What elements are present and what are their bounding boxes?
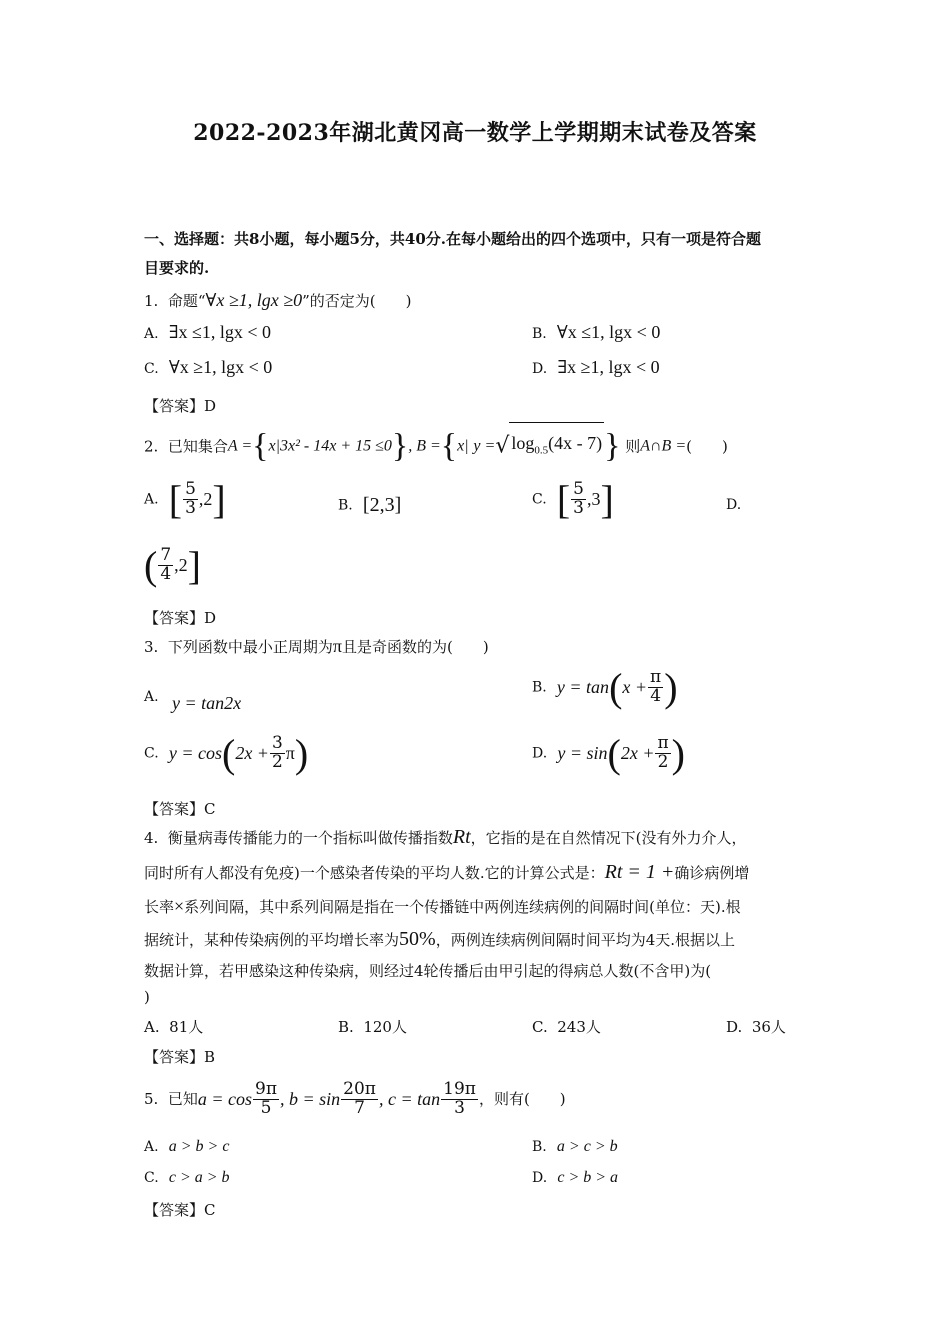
question-2-option-d-label: D. [726,497,742,513]
question-2-option-c: C. [ $\frac{5}{3}$ ,3] [532,477,614,522]
question-4-answer: 【答案】B [144,1048,216,1066]
question-3-stem: 3. 下列函数中最小正周期为π且是奇函数的为( ) [144,636,489,656]
question-5-option-c: C. c > a > b [144,1169,230,1186]
question-3-option-d: D. y = sin(2x + $\frac{\pi}{2}$ ) [532,731,685,776]
question-5-stem: 5. 已知a = cos $\frac{9\pi}{5}$ , b = sin $\frac{20\pi}{7}$ , c = tan $\frac{19\pi}{3}$ ，则有( ) [144,1078,566,1118]
question-4-option-b: B. 120人 [338,1018,407,1036]
sqrt-expression: $\log_{0.5}(4x - 7)$ [509,422,604,471]
question-4-line-2: 同时所有人都没有免疫)一个感染者传染的平均人数.它的计算公式是：Rt = 1 +确诊病例增 [144,861,750,883]
question-3-option-a-label: A. [144,689,159,705]
question-4-line-5: 数据计算，若甲感染这种传染病，则经过4轮传播后由甲引起的得病总人数(不含甲)为( [144,962,712,980]
question-3-answer: 【答案】C [144,800,216,818]
question-3-option-c: C. y = cos(2x + $\frac{3}{2}$ π) [144,731,309,776]
question-2-option-d: ( $\frac{7}{4}$ ,2] [144,543,201,588]
section-header-line1: 一、选择题：共8小题，每小题5分，共40分.在每小题给出的四个选项中，只有一项是符合题 [144,230,761,248]
question-4-option-c: C. 243人 [532,1018,601,1036]
question-2-option-a: A. [ $\frac{5}{3}$ ,2] [144,477,226,522]
question-5-option-a: A. a > b > c [144,1138,230,1155]
question-4-option-d: D. 36人 [726,1018,786,1036]
question-4-option-a: A. 81人 [144,1018,204,1036]
question-1-answer: 【答案】D [144,397,217,415]
question-3-option-a: y = tan2x [172,693,242,713]
question-1-option-a: A. ∃x ≤1, lgx < 0 [144,322,272,342]
question-2-option-b: B. [2,3] [338,494,402,516]
question-4-line-1: 4. 衡量病毒传播能力的一个指标叫做传播指数Rt，它指的是在自然情况下(没有外力介人， [144,826,747,848]
page-title: 2022-2023年湖北黄冈高一数学上学期期末试卷及答案 [193,120,757,146]
question-4-line-3: 长率×系列间隔，其中系列间隔是指在一个传播链中两例连续病例的间隔时间(单位：天).根 [144,896,741,916]
question-4-line-4: 据统计，某种传染病例的平均增长率为50%，两例连续病例间隔时间平均为4天.根据以上 [144,928,736,950]
question-3-option-b: B. y = tan(x + $\frac{\pi}{4}$ ) [532,665,678,710]
question-2-answer: 【答案】D [144,609,217,627]
question-1-option-c: C. ∀x ≥1, lgx < 0 [144,357,273,377]
question-4-line-6: ) [144,988,150,1006]
question-5-answer: 【答案】C [144,1201,216,1219]
question-5-option-b: B. a > c > b [532,1138,618,1155]
question-1-option-b: B. ∀x ≤1, lgx < 0 [532,322,661,342]
section-header-line2: 目要求的. [144,259,210,277]
question-2-stem: 2. 已知集合A ={x|3x² - 14x + 15 ≤0}, B ={x| y =√ $\log_{0.5}(4x - 7)$} 则A∩B =( ) [144,422,728,471]
question-5-option-d: D. c > b > a [532,1169,619,1186]
question-1-option-d: D. ∃x ≥1, lgx < 0 [532,357,660,377]
question-1-stem: 1. 命题“∀x ≥1, lgx ≥0”的否定为( ) [144,290,412,310]
